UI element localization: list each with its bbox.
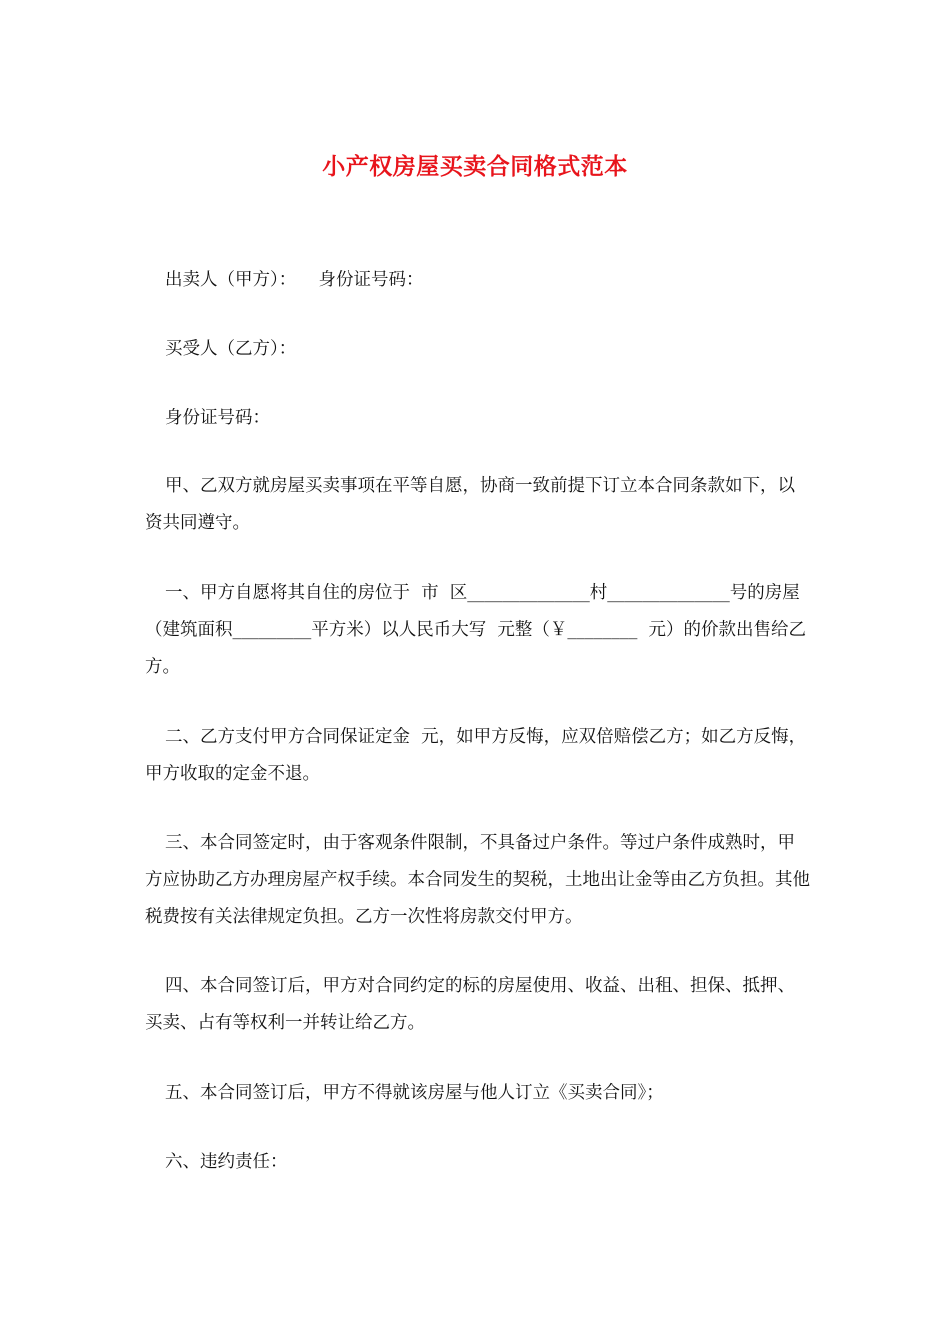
- buyer-id-line: 身份证号码：: [165, 408, 270, 428]
- document-title: 小产权房屋买卖合同格式范本: [322, 153, 628, 180]
- clause-5-paragraph: 五、本合同签订后，甲方不得就该房屋与他人订立《买卖合同》；: [165, 1083, 664, 1103]
- clause-2-paragraph: 二、乙方支付甲方合同保证定金 元，如甲方反悔，应双倍赔偿乙方；如乙方反悔，甲方收取的定金不退。: [145, 727, 807, 784]
- buyer-line: 买受人（乙方）：: [165, 339, 297, 359]
- clause-1-paragraph: 一、甲方自愿将其自住的房位于 市 区______________村______________号的房屋（建筑面积_________平方米）以人民币大写 元整（￥________ 元）的价款出售给乙方。: [145, 583, 806, 677]
- seller-line: 出卖人（甲方）： 身份证号码：: [165, 270, 424, 290]
- clause-3-paragraph: 三、本合同签定时，由于客观条件限制，不具备过户条件。等过户条件成熟时，甲方应协助乙方办理房屋产权手续。本合同发生的契税，土地出让金等由乙方负担。其他税费按有关法律规定负担。乙方一次性将房款交付甲方。: [145, 833, 810, 927]
- clause-6-paragraph: 六、违约责任：: [165, 1152, 288, 1172]
- preamble-paragraph: 甲、乙双方就房屋买卖事项在平等自愿，协商一致前提下订立本合同条款如下，以资共同遵守。: [145, 476, 795, 533]
- clause-4-paragraph: 四、本合同签订后，甲方对合同约定的标的房屋使用、收益、出租、担保、抵押、买卖、占有等权利一并转让给乙方。: [145, 976, 795, 1033]
